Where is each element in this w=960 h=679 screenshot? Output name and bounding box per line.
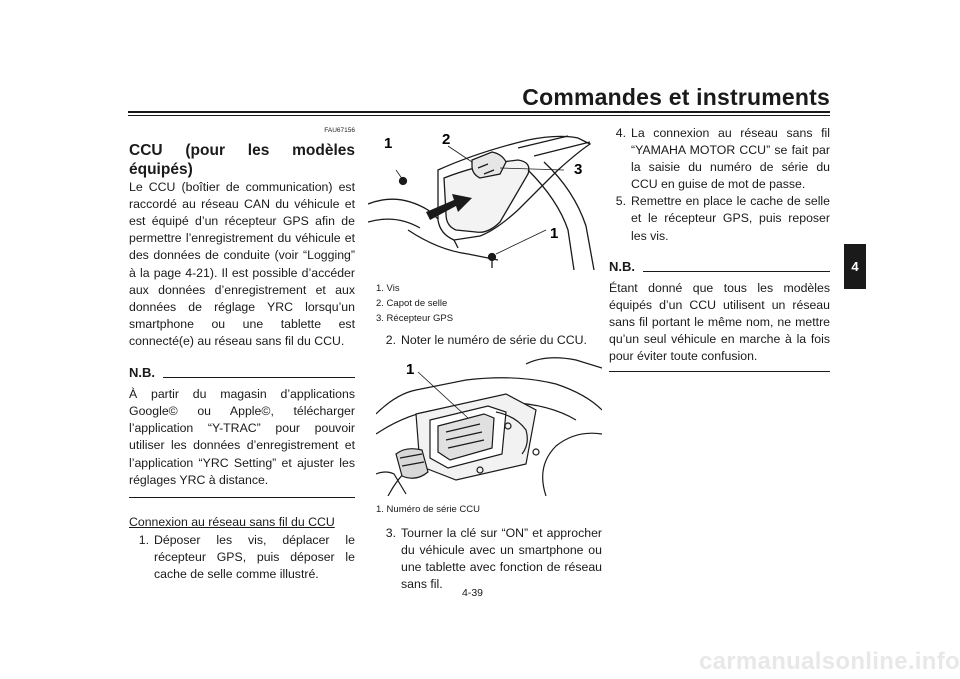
page-number: 4-39 <box>462 587 484 599</box>
step-text: Déposer les vis, déplacer le récepteur GPS, puis déposer le cache de selle comme illustré. <box>154 532 355 581</box>
figure2-captions <box>376 502 596 517</box>
intro-paragraph: Le CCU (boîtier de communication) est raccordé au réseau CAN du véhicule et est équipé d’un récepteur GPS afin de permettre l’enregistrement du véhicule et des données de conduite (voir “Logging” à la page 4-21). Il est possible d’accéder aux données d’enregistrement et aux données de réglage YRC lorsqu’un smartphone ou une tablette est connecté(e) au réseau sans fil du CCU. <box>129 180 355 348</box>
step-text: Noter le numéro de série du CCU. <box>401 333 587 347</box>
chapter-tab[interactable]: 4 <box>844 244 866 289</box>
nb-end-rule <box>129 497 355 498</box>
watermark: carmanualsonline.info <box>698 648 960 675</box>
nb-heading <box>606 258 830 275</box>
section-code: FAU67156 <box>324 127 355 134</box>
nb-text: Étant donné que tous les modèles équipés d’un CCU utilisent un réseau sans fil portant le même nom, ne mettre qu’un seul véhicule en marche à la fois pour éviter toute confusion. <box>609 280 830 364</box>
right-column <box>606 125 830 372</box>
step-number: 1. <box>138 532 149 547</box>
ccu-serial-illustration <box>376 354 602 496</box>
nb-label: N.B. <box>129 365 155 381</box>
header-rule <box>128 111 830 113</box>
step-text: Tourner la clé sur “ON” et approcher du véhicule avec un smartphone ou une tablette avec fonction de réseau sans fil. <box>401 526 602 592</box>
middle-column-step3 <box>376 525 602 593</box>
nb-label: N.B. <box>609 258 635 274</box>
subheading: Connexion au réseau sans fil du CCU <box>129 514 335 529</box>
step-number: 2. <box>385 333 396 347</box>
callout-1: 1 <box>384 135 393 152</box>
step-text: Remettre en place le cache de selle et le récepteur GPS, puis reposer les vis. <box>631 194 830 243</box>
left-column <box>129 122 355 583</box>
seat-cover-illustration <box>368 130 600 278</box>
step-text: La connexion au réseau sans fil “YAMAHA MOTOR CCU” se fait par la saisie du numéro de série du CCU en guise de mot de passe. <box>631 126 830 192</box>
step-number: 5. <box>615 194 626 209</box>
step-5 <box>606 193 830 244</box>
figure1-captions <box>376 281 596 326</box>
nb-text: À partir du magasin d’applications Google© ou Apple©, télécharger l’application “Y-TRAC” pour pouvoir utiliser les données d’enregistrement et l’application “YRC Setting” et ajuster les réglages YRC à distance. <box>129 387 355 487</box>
step-number: 4. <box>615 126 626 140</box>
caption-item: 2. Capot de selle <box>376 298 448 309</box>
nb-end-rule <box>609 371 830 372</box>
step-1 <box>129 532 355 583</box>
step-2 <box>376 332 602 349</box>
middle-column-step2 <box>376 332 602 349</box>
nb-heading <box>129 364 355 381</box>
callout-3: 3 <box>574 161 583 178</box>
step-number: 3. <box>385 526 396 540</box>
step-4 <box>606 125 830 193</box>
callout-1b: 1 <box>550 225 559 242</box>
step-3 <box>376 525 602 593</box>
callout-1: 1 <box>406 361 415 378</box>
page-header-title: Commandes et instruments <box>522 84 830 110</box>
header-rule-thin <box>128 115 830 116</box>
callout-2: 2 <box>442 131 451 148</box>
caption-item: 1. Numéro de série CCU <box>376 504 481 515</box>
section-title: CCU (pour les modèles équipés) <box>129 142 355 179</box>
caption-item: 3. Récepteur GPS <box>376 313 454 324</box>
caption-item: 1. Vis <box>376 283 400 294</box>
